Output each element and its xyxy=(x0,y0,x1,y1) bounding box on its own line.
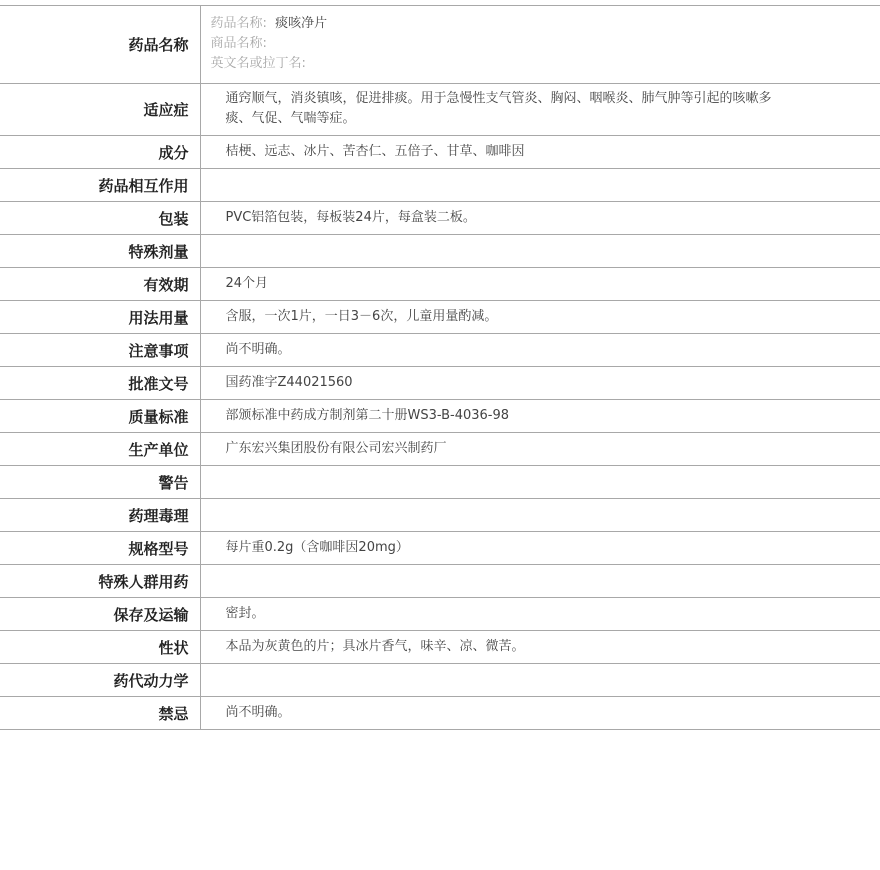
row-label: 有效期 xyxy=(0,268,200,301)
row-value xyxy=(200,235,880,268)
row-label: 特殊人群用药 xyxy=(0,565,200,598)
row-label-drug-name: 药品名称 xyxy=(0,6,200,84)
row-label: 特殊剂量 xyxy=(0,235,200,268)
row-value: 尚不明确。 xyxy=(225,342,291,357)
row-label: 适应症 xyxy=(0,84,200,136)
row-value: 每片重0.2g（含咖啡因20mg） xyxy=(225,540,409,555)
row-value: 国药准字Z44021560 xyxy=(225,375,353,390)
row-value xyxy=(200,169,880,202)
row-label: 成分 xyxy=(0,136,200,169)
indications-text: 通窍顺气，消炎镇咳，促进排痰。用于急慢性支气管炎、胸闷、咽喉炎、肺气肿等引起的咳嗽多痰、气促、气喘等症。 xyxy=(225,91,772,126)
row-pharmacology xyxy=(0,499,880,532)
row-label: 药品相互作用 xyxy=(0,169,200,202)
row-value: 24个月 xyxy=(225,276,269,291)
generic-name-line xyxy=(211,14,880,34)
row-value: 含服，一次1片，一日3－6次，儿童用量酌减。 xyxy=(225,309,498,324)
row-special-populations xyxy=(0,565,880,598)
row-value xyxy=(200,499,880,532)
row-value xyxy=(200,84,880,136)
row-value: 广东宏兴集团股份有限公司宏兴制药厂 xyxy=(225,441,447,456)
row-packaging xyxy=(0,202,880,235)
row-specification xyxy=(0,532,880,565)
row-label: 规格型号 xyxy=(0,532,200,565)
row-label: 禁忌 xyxy=(0,697,200,730)
row-approval-number xyxy=(0,367,880,400)
row-value xyxy=(200,565,880,598)
row-label: 质量标准 xyxy=(0,400,200,433)
row-value: 尚不明确。 xyxy=(225,705,291,720)
row-pharmacokinetics xyxy=(0,664,880,697)
trade-name-line xyxy=(211,34,880,54)
row-value: PVC铝箔包装，每板装24片，每盒装二板。 xyxy=(225,210,476,225)
row-value: 本品为灰黄色的片；具冰片香气，味辛、凉、微苦。 xyxy=(225,639,525,654)
drug-name-cell xyxy=(200,6,880,84)
row-label: 用法用量 xyxy=(0,301,200,334)
row-label: 包装 xyxy=(0,202,200,235)
row-shelf-life xyxy=(0,268,880,301)
row-contraindications xyxy=(0,697,880,730)
row-manufacturer xyxy=(0,433,880,466)
row-drug-interactions xyxy=(0,169,880,202)
row-precautions xyxy=(0,334,880,367)
row-special-dosage xyxy=(0,235,880,268)
generic-name-value: 痰咳净片 xyxy=(275,16,328,31)
row-value: 部颁标准中药成方制剂第二十册WS3-B-4036-98 xyxy=(225,408,510,423)
drug-spec-table xyxy=(0,5,880,730)
row-warnings xyxy=(0,466,880,499)
trade-name-label: 商品名称: xyxy=(210,36,267,51)
row-value: 密封。 xyxy=(225,606,265,621)
row-label: 药理毒理 xyxy=(0,499,200,532)
generic-name-label: 药品名称: xyxy=(210,16,267,31)
row-value xyxy=(200,664,880,697)
row-quality-standard xyxy=(0,400,880,433)
english-name-label: 英文名或拉丁名: xyxy=(210,56,306,71)
row-label: 批准文号 xyxy=(0,367,200,400)
row-dosage xyxy=(0,301,880,334)
row-label: 性状 xyxy=(0,631,200,664)
row-storage xyxy=(0,598,880,631)
row-value xyxy=(200,466,880,499)
row-label: 保存及运输 xyxy=(0,598,200,631)
row-ingredients xyxy=(0,136,880,169)
row-drug-name xyxy=(0,6,880,84)
row-label: 警告 xyxy=(0,466,200,499)
row-indications xyxy=(0,84,880,136)
row-label: 生产单位 xyxy=(0,433,200,466)
row-label: 注意事项 xyxy=(0,334,200,367)
row-description xyxy=(0,631,880,664)
row-label: 药代动力学 xyxy=(0,664,200,697)
row-value: 桔梗、远志、冰片、苦杏仁、五倍子、甘草、咖啡因 xyxy=(225,144,525,159)
english-name-line xyxy=(211,54,880,74)
